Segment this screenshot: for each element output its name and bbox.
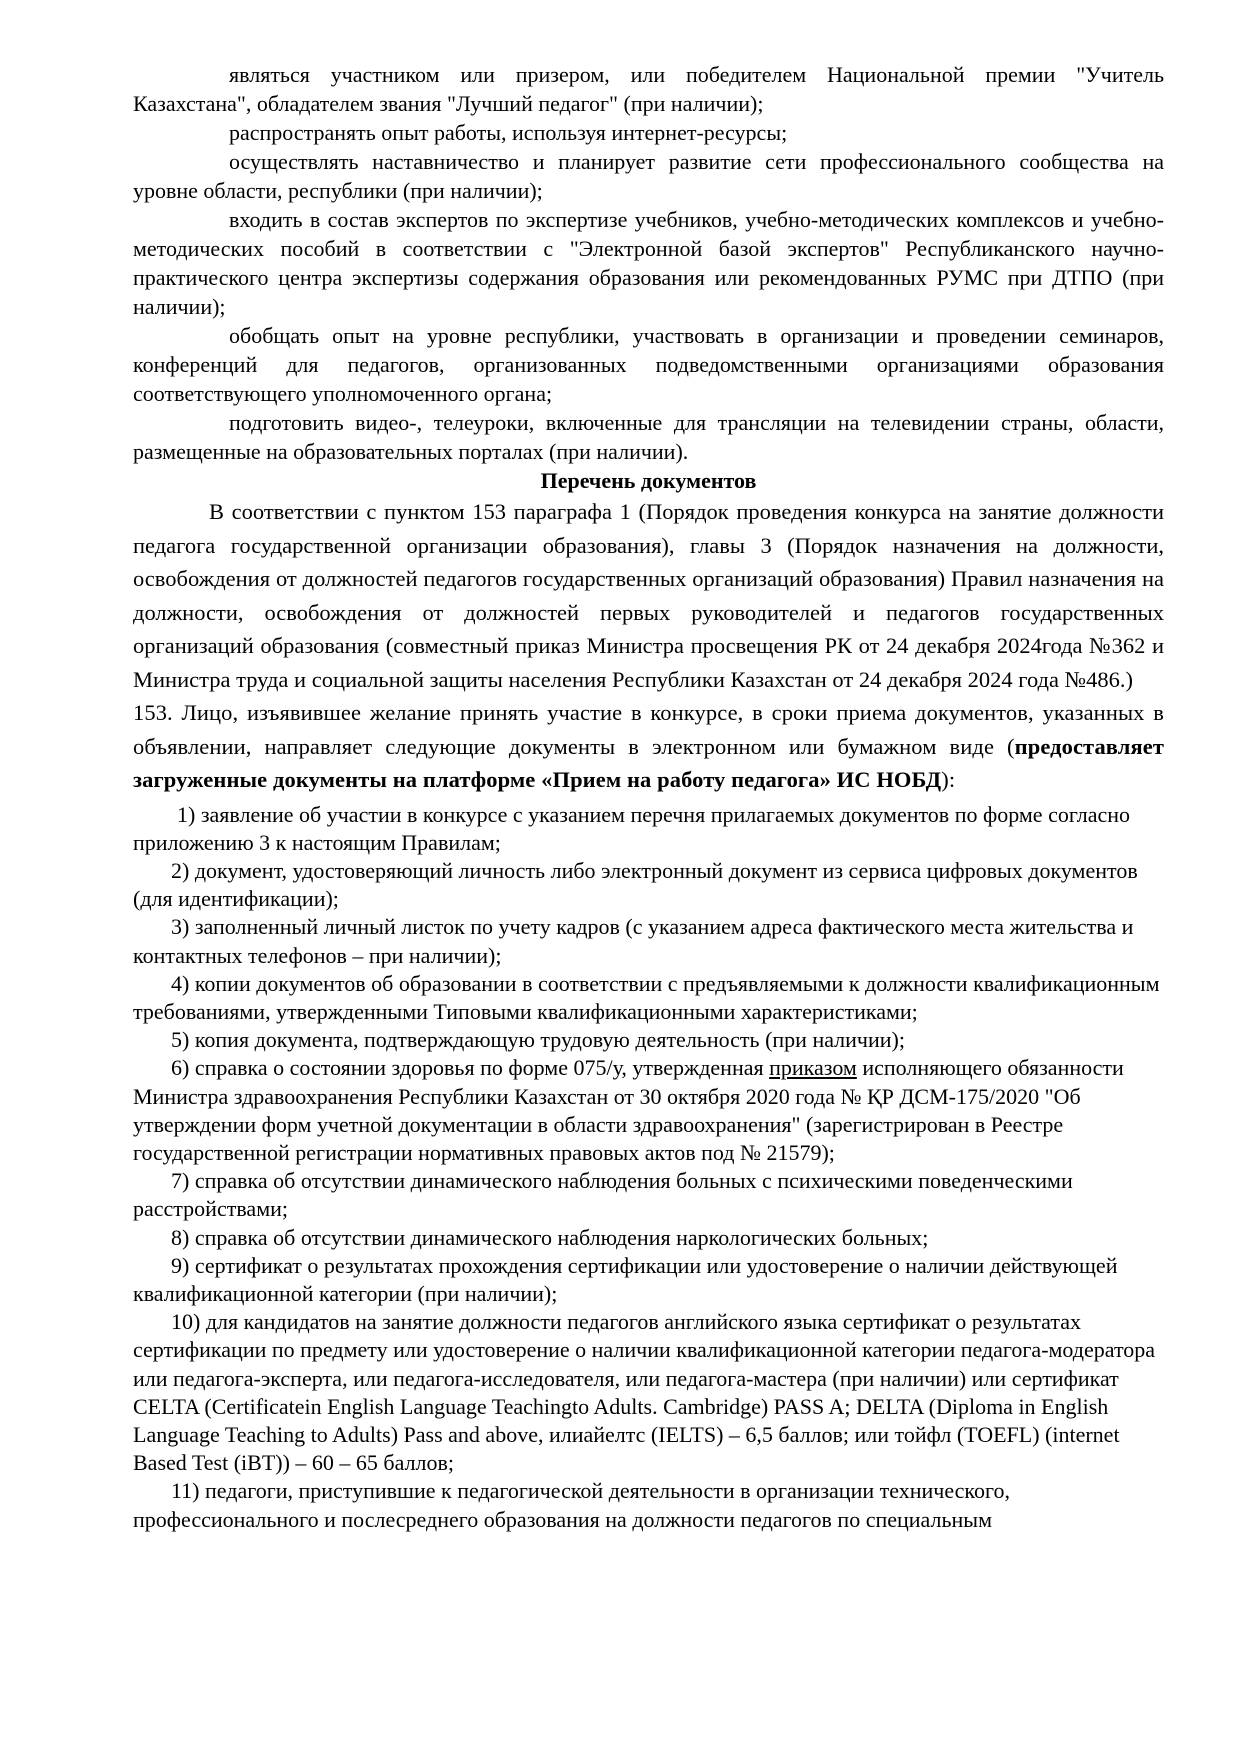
list-item: 11) педагоги, приступившие к педагогической деятельности в организации технического, профессионального и послесреднего образования на должности педагогов по специальным bbox=[133, 1478, 1010, 1532]
list-item: 8) справка об отсутствии динамического наблюдения наркологических больных; bbox=[171, 1224, 929, 1250]
duty-paragraph: осуществлять наставничество и планирует развитие сети профессионального сообщества на уровне области, республики (при наличии); bbox=[133, 149, 1164, 203]
duty-paragraph: распространять опыт работы, используя интернет-ресурсы; bbox=[229, 120, 788, 145]
clause-153-bold-text: предоставляет загруженные документы на платформе «Прием на работу педагога» ИС НОБД bbox=[133, 733, 1164, 792]
list-item: 9) сертификат о результатах прохождения сертификации или удостоверение о наличии действующей квалификационной категории (при наличии); bbox=[133, 1252, 1118, 1306]
list-item: 5) копия документа, подтверждающую трудовую деятельность (при наличии); bbox=[171, 1027, 905, 1053]
list-item: 3) заполненный личный листок по учету кадров (с указанием адреса фактического места жительства и контактных телефонов – при наличии); bbox=[133, 914, 1134, 968]
list-item: 1) заявление об участии в конкурсе с указанием перечня прилагаемых документов по форме согласно приложению 3 к настоящим Правилам; bbox=[133, 801, 1131, 855]
list-item: 10) для кандидатов на занятие должности педагогов английского языка сертификат о результатах сертификации по предмету или удостоверение о наличии квалификационной категории педагога-модератора или педагога-эксперта, или педагога-исследователя, или педагога-мастера (при наличии) или сертификат CELTA (Certificatein English Language Teachingto Adults. Cambridge) PASS A; DELTA (Diploma in English Language Teaching to Adults) Pass and above, илиайелтс (IELTS) – 6,5 баллов; или тойфл (TOEFL) (internet Based Test (iBT)) – 60 – 65 баллов; bbox=[133, 1309, 1156, 1476]
clause-153-text: 153. Лицо, изъявившее желание принять участие в конкурсе, в сроки приема документов, указанных в объявлении, направляет следующие документы в электронном или бумажном виде ( bbox=[133, 700, 1164, 759]
list-item: 4) копии документов об образовании в соответствии с предъявляемыми к должности квалификационным требованиями, утвержденными Типовыми квалификационными характеристиками; bbox=[133, 970, 1160, 1024]
list-item: 2) документ, удостоверяющий личность либо электронный документ из сервиса цифровых документов (для идентификации); bbox=[133, 857, 1138, 912]
order-link[interactable]: приказом bbox=[769, 1055, 857, 1081]
clause-153-tail: ): bbox=[941, 767, 956, 792]
documents-list bbox=[133, 801, 1164, 1534]
duties-section bbox=[133, 60, 1164, 466]
clause-153-paragraph bbox=[133, 696, 1164, 797]
list-item-text: исполняющего обязанности Министра здравоохранения Республики Казахстан от 30 октября 2020 года № ҚР ДСМ-175/2020 "Об утверждении форм учетной документации в области здравоохранения" (зарегистрирован в Реестре государственной регистрации нормативных правовых актов под № 21579); bbox=[133, 1055, 1124, 1165]
list-item-text: 6) справка о состоянии здоровья по форме 075/у, утвержденная bbox=[171, 1055, 770, 1081]
list-item: 7) справка об отсутствии динамического наблюдения больных с психическими поведенческими расстройствами; bbox=[133, 1168, 1073, 1222]
duty-paragraph: входить в состав экспертов по экспертизе учебников, учебно-методических комплексов и учебно-методических пособий в соответствии с "Электронной базой экспертов" Республиканского научно-практического центра экспертизы содержания образования или рекомендованных РУМС при ДТПО (при наличии); bbox=[133, 207, 1164, 319]
intro-paragraph: В соответствии с пунктом 153 параграфа 1 (Порядок проведения конкурса на занятие должности педагога государственной организации образования), главы 3 (Порядок назначения на должности, освобождения от должностей педагогов государственных организаций образования) Правил назначения на должности, освобождения от должностей первых руководителей и педагогов государственных организаций образования (совместный приказ Министра просвещения РК от 24 декабря 2024года №362 и Министра труда и социальной защиты населения Республики Казахстан от 24 декабря 2024 года №486.) bbox=[133, 499, 1164, 692]
duty-paragraph: обобщать опыт на уровне республики, участвовать в организации и проведении семинаров, конференций для педагогов, организованных подведомственными организациями образования соответствующего уполномоченного органа; bbox=[133, 323, 1164, 406]
duty-paragraph: подготовить видео-, телеуроки, включенные для трансляции на телевидении страны, области, размещенные на образовательных порталах (при наличии). bbox=[133, 410, 1164, 464]
list-item bbox=[133, 1054, 1164, 1167]
section-heading: Перечень документов bbox=[540, 468, 757, 493]
intro-section bbox=[133, 495, 1164, 797]
duty-paragraph: являться участником или призером, или победителем Национальной премии "Учитель Казахстана", обладателем звания "Лучший педагог" (при наличии); bbox=[133, 62, 1164, 116]
